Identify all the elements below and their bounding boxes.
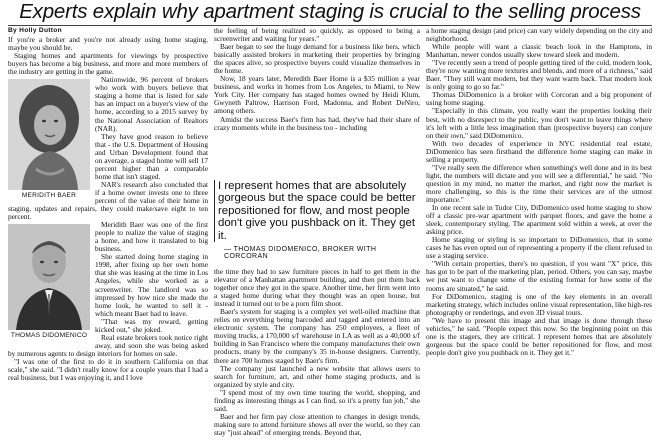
photo-meridith-baer [8,79,90,200]
paragraph: With two decades of experience in NYC residential real estate, DiDomenico has seen firsthand the difference home staging can make in selling a property. [426,138,652,164]
paragraph: In one recent sale in Tudor City, DiDomenico used home staging to show off a classic pre-war apartment with parquet floors, and gave the home a sleek, contemporary styling. The apartment sold within a week, at over the asking price. [426,203,652,237]
paragraph: Baer began to see the huge demand for a business like hers, which basically assisted brokers in marketing their properties by bringing the spaces alive, so prospective buyers could visualize themselves in the home. [214,42,420,76]
paragraph: the time they had to saw furniture pieces in half to get them in the elevator of a Manhattan apartment building, and then put them back together once they got in the space. Another time, her firm went into a staged home during what they thought was an open house, but instead it turned out to be a porn film shoot. [214,267,420,309]
paragraph: Meridith Baer was one of the first people to realize the value of staging a home, and how it translated to big business. [95,220,208,254]
paragraph: Now, 18 years later, Meredith Baer Home is a $35 million a year business, and works in homes from Los Angeles, to Miami, to New York City. Her company has staged homes owned by Heidi Klum, Gwyneth Paltrow, Harrison Ford, Madonna, and Robert DeNiro, among others. [214,74,420,116]
paragraph: "I was one of the first to do it in southern California on that scale," she said. "I didn't really know for a couple years that I had a real business, but I was enjoying it, and I love [8,356,208,383]
portrait-image [8,79,90,190]
paragraph: "With certain properties, there's no question, if you want "X" price, this has got to be part of the marketing plan, period. Others, you can say, maybe we just want to change some of the existing format for how some of the rooms are situated," he said. [426,259,652,293]
paragraph: the feeling of being realized so quickly, as opposed to being a screenwriter and waiting for years." [214,26,420,44]
paragraph: Thomas DiDomenico is a broker with Corcoran and a big proponent of using home staging. [426,90,652,108]
paragraph: They have good reason to believe that - the U.S. Department of Housing and Urban Development found that on average, a staged home will sell 17 percent higher than a comparable home that isn't staged. [95,131,208,181]
woman-portrait-icon [8,79,90,190]
paragraph: "I've recently seen a trend of people getting tired of the cold, modern look, they're now wanting more textures and blends, and more of a richness," said Baer. "They still want modern, but they want warm back. That modern look is only going to go so far." [426,58,652,92]
paragraph: "I spend most of my own time touring the world, shopping, and finding as interesting things as I can find, so it's a pretty fun job," she said. [214,387,420,413]
paragraph: For DiDomenico, staging is one of the key elements in an overall marketing strategy, which includes online visual representation, like high-res photography or renderings, and even 3D visual tours. [426,291,652,317]
column-2-top [214,27,420,132]
column-1 [8,27,208,382]
paragraph: While people will want a classic beach look in the Hamptons, in Manhattan, newer condos usually skew toward sleek and modern. [426,42,652,60]
paragraph: Home staging or styling is so important to DiDomenico, that in some cases he has even opted out of representing a property if the client refused to use a staging service. [426,235,652,261]
paragraph: "We have to present this image and that image is done through these vehicles," he said. "People expect this now. So the beginning point on this one is the stagers, they are critical. I represent homes that are absolutely gorgeous but the space could be better repositioned for flow, and most people don't give you pushback on it. They get it." [426,315,652,357]
man-portrait-icon [8,224,90,330]
photo-thomas-didomenico [8,224,90,340]
paragraph: The company just launched a new website that allows users to search for furniture, art, and other home staging products, and is organized by style and city. [214,363,420,389]
paragraph: "Especially in this climate, you really want the properties looking their best, with no disrespect to the public, you don't want to leave things where it's left with a little less imagination than (prospective buyers) can conjure on their own," said DiDomenico. [426,106,652,140]
paragraph: Staging homes and apartments for viewings by prospective buyers has become a big business, and more and more members of the industry are getting in the game. [8,51,208,77]
portrait-image [8,224,90,330]
byline: By Holly Dutton [8,27,62,34]
paragraph: Baer's system for staging is a complex yet well-oiled machine that relies on everything being barcoded and tagged and entered into an electronic system. The company has 250 employees, a fleet of moving trucks, a 170,000 s/f warehouse in LA as well as a 40,000 s/f building in San Francisco where the company manufactures their own products, many by the company's 35 in-house designers. Currently, there are 700 homes staged by Baer's firm. [214,307,420,365]
column-2-bottom [214,268,420,437]
paragraph: NAR's research also concluded that if a home owner invests one to three percent of the value of their home in staging, updates and repairs, they could make/save eight to ten percent. [8,179,208,222]
paragraph: a home staging design (and price) can vary widely depending on the city and neighborhood. [426,26,652,44]
paragraph: "I've really seen the difference when something's well done and in its best light, the numbers will dictate and you will see a differential," he said. "No question in my mind, no matter the market, and right now the market is more challenging, so this is the time their services are of the utmost importance." [426,162,652,204]
headline: Experts explain why apartment staging is crucial to the selling process [19,0,641,23]
photo-caption: MERIDITH BAER [21,192,77,200]
pull-quote [214,176,420,266]
paragraph: She started doing home staging in 1998, after fixing up her own home that she was leasing at the time in Los Angeles, while she worked as a screenwriter. The landlord was so impressed by how nice she made the home look, he wanted to sell it - which meant Baer had to leave. [95,252,208,318]
photo-caption: THOMAS DIDOMENICO [10,332,88,340]
paragraph: Amidst the success Baer's firm has had, they've had their share of crazy moments while in the business too - including [214,114,420,132]
paragraph: Baer and her firm pay close attention to changes in design trends, making sure to attend furniture shows all over the world, so they can stay "just ahead" of emerging trends. Beyond that, [214,411,420,437]
paragraph: Nationwide, 96 percent of brokers who work with buyers believe that staging a home that is listed for sale has an impact on a buyer's view of the home, according to a 2015 survey by the National Association of Realtors (NAR). [95,75,208,133]
paragraph: Real estate brokers took notice right away, and soon she was being asked by numerous agents to design interiors for homes on sale. [8,332,208,358]
paragraph: If you're a broker and you're not already using home staging, maybe you should be. [8,35,208,53]
paragraph: "That was my reward, getting kicked out," she joked. [95,316,208,334]
column-3 [426,27,652,357]
pull-quote-attribution: — THOMAS DIDOMENICO, BROKER WITH CORCORAN [224,246,377,261]
pull-quote-text: I represent homes that are absolutely gorgeous but the space could be better repositioned for flow, and most people don't give you pushback on it. They get it. [214,180,420,242]
